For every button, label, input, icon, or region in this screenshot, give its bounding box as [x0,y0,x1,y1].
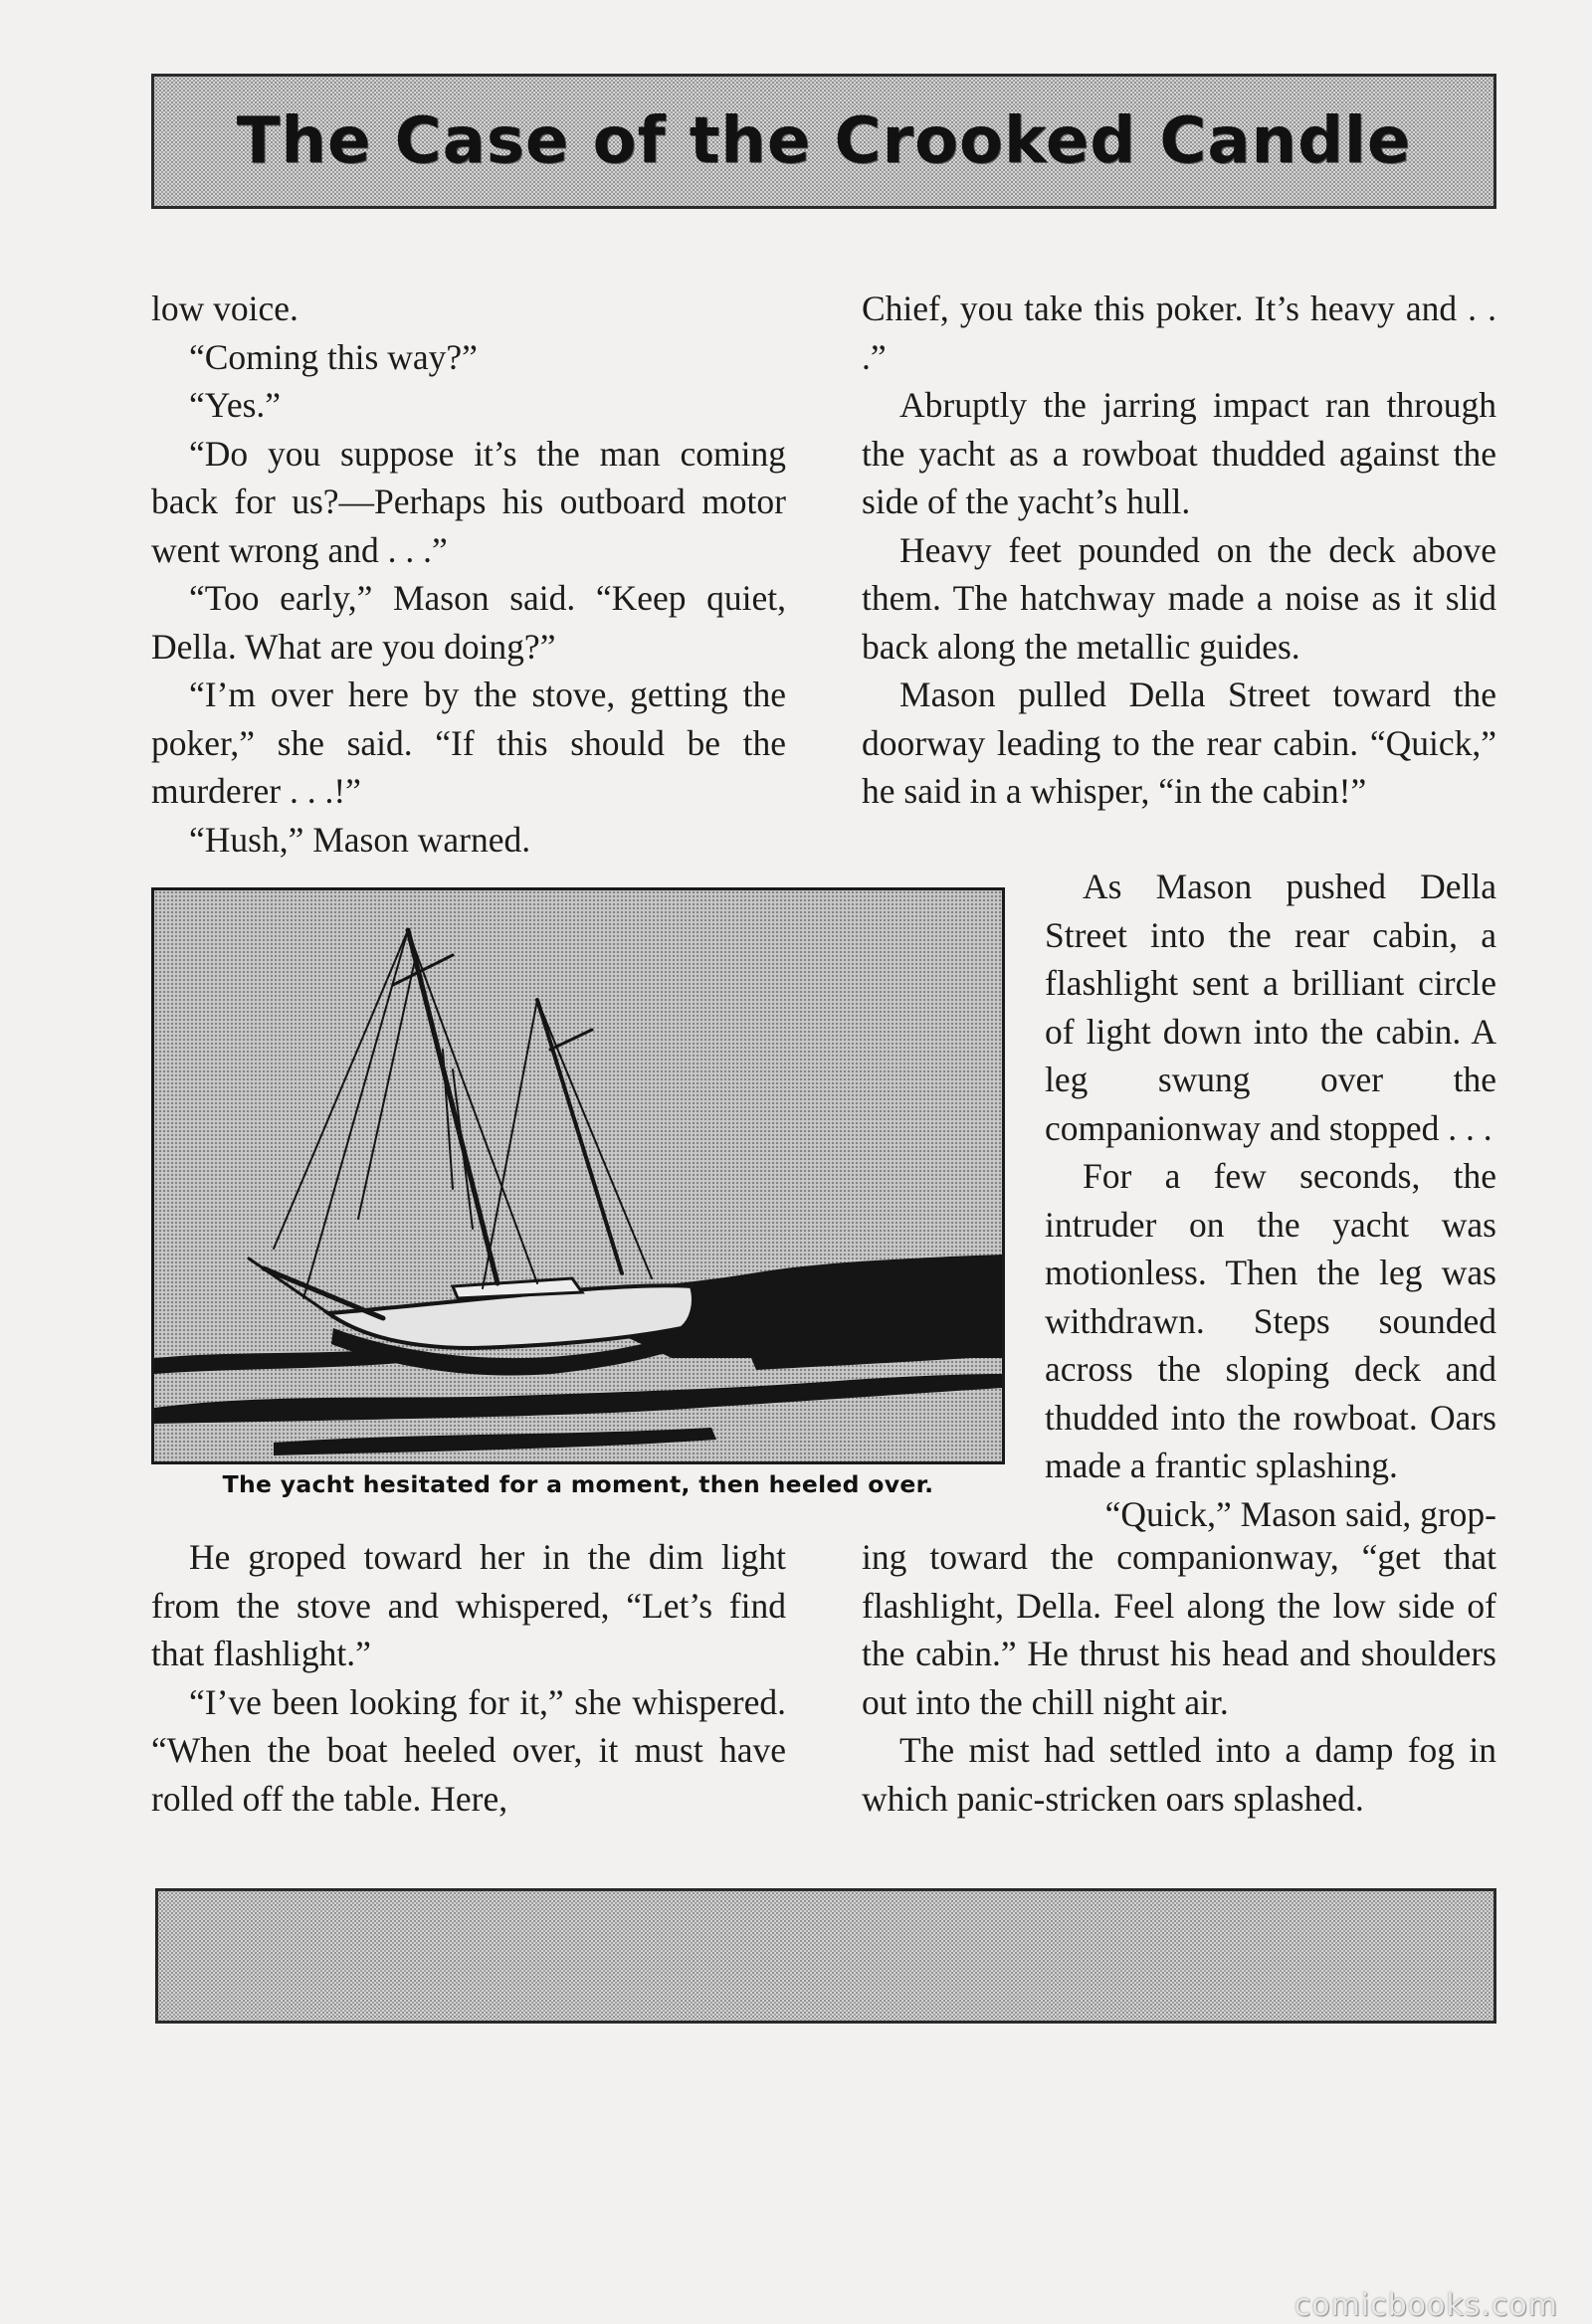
paragraph: “Yes.” [189,385,282,425]
left-column-top [151,285,786,864]
yacht-illustration [151,887,1005,1464]
paragraph: For a few seconds, the intruder on the yacht was motionless. Then the leg was withdrawn. Steps sounded across the sloping deck and thudded into the rowboat. Oars made a frantic splashing. [1045,1156,1496,1485]
paragraph: “Quick,” Mason said, grop- [1104,1493,1496,1534]
paragraph: Heavy feet pounded on the deck above them. The hatchway made a noise as it slid back along the metallic guides. [862,529,1496,667]
right-column-narrow [1045,863,1496,1538]
paragraph: “Too early,” Mason said. “Keep quiet, Della. What are you doing?” [151,578,786,667]
footer-banner [155,1888,1496,2024]
paragraph: The mist had settled into a damp fog in which panic-stricken oars splashed. [862,1730,1496,1819]
paragraph: “I’m over here by the stove, getting the poker,” she said. “If this should be the murderer . . .!” [151,675,786,811]
left-column-bottom [151,1533,786,1823]
watermark-text: comicbooks.com [1294,2288,1558,2323]
paragraph: Abruptly the jarring impact ran through the yacht as a rowboat thudded against the side of the yacht’s hull. [862,385,1496,521]
right-column-bottom [862,1533,1496,1823]
paragraph: “Coming this way?” [189,336,478,377]
paragraph: low voice. [151,289,298,328]
paragraph: “I’ve been looking for it,” she whispered. “When the boat heeled over, it must have rolled off the table. Here, [151,1681,786,1819]
right-column-top [862,285,1496,816]
paragraph: As Mason pushed Della Street into the rear cabin, a flashlight sent a brilliant circle of light down into the cabin. A leg swung over the companionway and stopped . . . [1045,867,1496,1148]
paragraph: ing toward the companionway, “get that flashlight, Della. Feel along the low side of the cabin.” He thrust his head and shoulders out into the chill night air. [862,1537,1496,1722]
paragraph: Chief, you take this poker. It’s heavy and . . .” [862,289,1496,377]
title-banner [151,74,1496,209]
paragraph: He groped toward her in the dim light from the stove and whispered, “Let’s find that flashlight.” [151,1537,786,1673]
story-title: The Case of the Crooked Candle [236,104,1412,178]
paragraph: Mason pulled Della Street toward the doorway leading to the rear cabin. “Quick,” he said in a whisper, “in the cabin!” [862,675,1496,811]
paragraph: “Do you suppose it’s the man coming back for us?—Perhaps his outboard motor went wrong and . . .” [151,433,786,570]
figure-caption: The yacht hesitated for a moment, then heeled over. [222,1470,934,1498]
paragraph: “Hush,” Mason warned. [189,819,531,860]
yacht-sketch [154,890,1002,1461]
